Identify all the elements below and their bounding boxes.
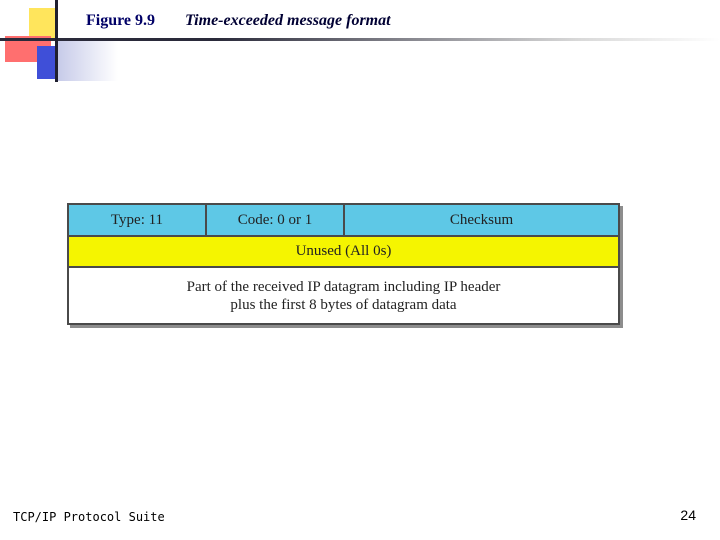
figure-label: Figure 9.9	[86, 12, 156, 29]
figure-caption: Time-exceeded message format	[185, 12, 391, 29]
unused-row	[69, 237, 618, 268]
decor-fade	[58, 41, 118, 81]
data-row	[69, 268, 618, 323]
time-exceeded-message-diagram	[67, 203, 620, 325]
footer-text: TCP/IP Protocol Suite	[13, 510, 165, 524]
decor-blue-square	[37, 46, 55, 79]
data-field-line-2: plus the first 8 bytes of datagram data	[230, 296, 457, 313]
type-field: Type: 11	[69, 205, 207, 235]
decor-horizontal-rule	[0, 38, 720, 41]
checksum-field: Checksum	[449, 211, 514, 228]
page-number: 24	[680, 507, 696, 523]
data-field-line-1: Part of the received IP datagram including IP header	[186, 278, 501, 295]
unused-field: Unused (All 0s)	[295, 243, 392, 259]
decor-yellow-square	[29, 8, 58, 38]
header-row	[69, 205, 618, 237]
code-field: Code: 0 or 1	[207, 205, 345, 235]
decor-vertical-rule	[55, 0, 58, 82]
slide-title	[86, 12, 391, 30]
